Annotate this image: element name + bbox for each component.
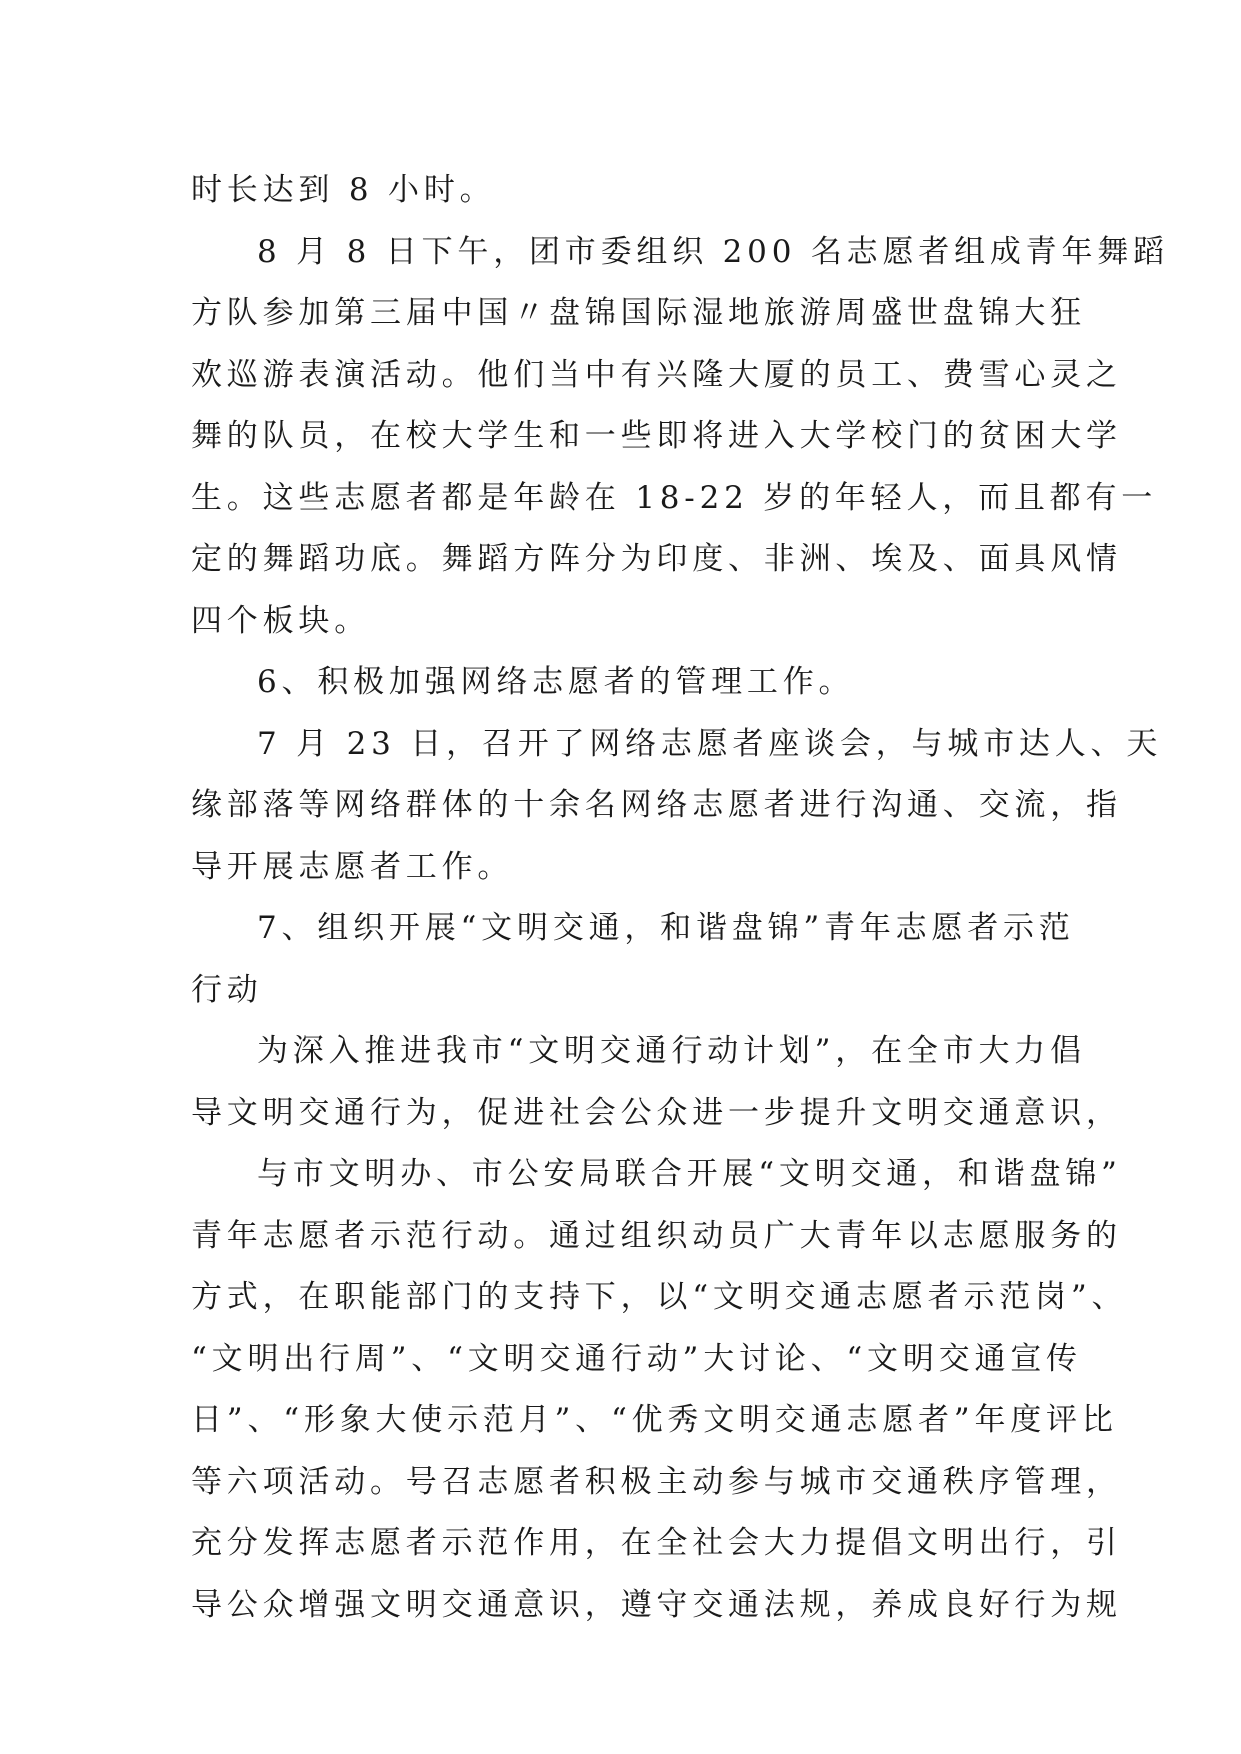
text-line: 导文明交通行为，促进社会公众进一步提升文明交通意识， — [191, 1094, 1122, 1131]
paragraph-start-line: 与市文明办、市公安局联合开展“文明交通，和谐盘锦” — [257, 1156, 1122, 1192]
section-heading: 6、积极加强网络志愿者的管理工作。 — [257, 664, 855, 700]
text-line: 导公众增强文明交通意识，遵守交通法规，养成良好行为规 — [191, 1586, 1122, 1623]
paragraph-start-line: 8 月 8 日下午，团市委组织 200 名志愿者组成青年舞蹈 — [257, 233, 1169, 270]
text-line: 四个板块。 — [191, 602, 370, 639]
text-line: 舞的队员，在校大学生和一些即将进入大学校门的贫困大学 — [191, 418, 1122, 454]
text-line: 欢巡游表演活动。他们当中有兴隆大厦的员工、费雪心灵之 — [191, 356, 1122, 393]
text-line: 缘部落等网络群体的十余名网络志愿者进行沟通、交流，指 — [191, 787, 1122, 823]
text-line: 青年志愿者示范行动。通过组织动员广大青年以志愿服务的 — [191, 1217, 1122, 1254]
text-line: 方队参加第三届中国〃盘锦国际湿地旅游周盛世盘锦大狂 — [191, 295, 1086, 331]
paragraph-start-line: 7 月 23 日，召开了网络志愿者座谈会，与城市达人、天 — [257, 725, 1163, 762]
document-body — [191, 160, 1169, 1636]
text-line: 定的舞蹈功底。舞蹈方阵分为印度、非洲、埃及、面具风情 — [191, 541, 1122, 577]
text-line: 生。这些志愿者都是年龄在 18-22 岁的年轻人，而且都有一 — [191, 479, 1158, 516]
text-line: 等六项活动。号召志愿者积极主动参与城市交通秩序管理， — [191, 1463, 1122, 1500]
text-line: 日”、“形象大使示范月”、“优秀文明交通志愿者”年度评比 — [191, 1402, 1118, 1438]
text-line: 时长达到 8 小时。 — [191, 172, 496, 208]
text-line: 充分发挥志愿者示范作用，在全社会大力提倡文明出行，引 — [191, 1525, 1122, 1561]
text-line: 导开展志愿者工作。 — [191, 848, 514, 885]
text-line: 方式，在职能部门的支持下，以“文明交通志愿者示范岗”、 — [191, 1279, 1128, 1315]
section-heading-continuation: 行动 — [191, 971, 263, 1008]
text-line: “文明出行周”、“文明交通行动”大讨论、“文明交通宣传 — [191, 1340, 1082, 1377]
paragraph-start-line: 为深入推进我市“文明交通行动计划”，在全市大力倡 — [257, 1033, 1086, 1069]
section-heading: 7、组织开展“文明交通，和谐盘锦”青年志愿者示范 — [257, 910, 1075, 946]
